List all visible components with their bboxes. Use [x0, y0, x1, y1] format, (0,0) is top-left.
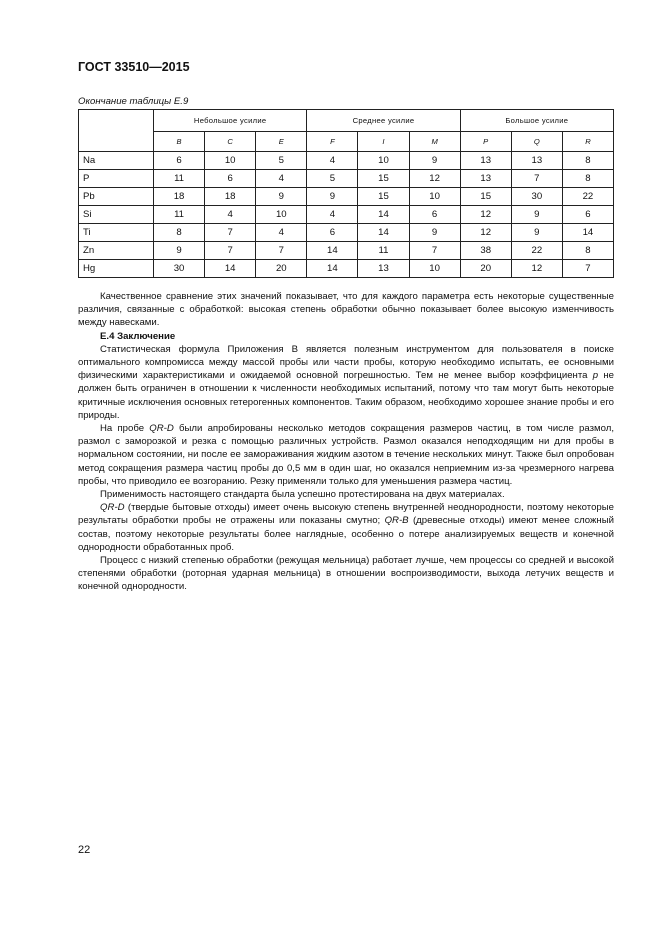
- value-cell: 15: [460, 188, 511, 206]
- element-cell: Na: [79, 152, 154, 170]
- value-cell: 5: [307, 170, 358, 188]
- value-cell: 15: [358, 170, 409, 188]
- value-cell: 7: [205, 224, 256, 242]
- value-cell: 18: [205, 188, 256, 206]
- group-header-low: Небольшое усилие: [154, 110, 307, 132]
- value-cell: 5: [256, 152, 307, 170]
- group-header-row: [79, 110, 614, 132]
- value-cell: 4: [256, 224, 307, 242]
- table-row: [79, 224, 614, 242]
- value-cell: 9: [511, 224, 562, 242]
- value-cell: 13: [358, 260, 409, 278]
- column-header: B: [154, 132, 205, 152]
- sample-qrd-ref: QR-D: [149, 423, 174, 435]
- value-cell: 9: [256, 188, 307, 206]
- value-cell: 6: [154, 152, 205, 170]
- paragraph-conclusion: Процесс с низкий степенью обработки (режущая мельница) работает лучше, чем процессы со средней и высокой степенями обработки (роторная ударная мельница) в отношении воспроизводимости, выхода летучих веществ и конечной однородности.: [78, 555, 614, 593]
- value-cell: 4: [307, 152, 358, 170]
- body-text: [78, 290, 614, 594]
- value-cell: 7: [205, 242, 256, 260]
- table-row: [79, 188, 614, 206]
- value-cell: 4: [307, 206, 358, 224]
- value-cell: 7: [256, 242, 307, 260]
- paragraph-formula-part1: Статистическая формула Приложения В является полезным инструментом для пользователя в поиске оптимального компромисса между массой пробы или части пробы, которую необходимо испытать, ее основными физическими характеристиками и ожидаемой основной погрешностью. Тем не менее выбор коэффициента: [78, 343, 614, 382]
- value-cell: 6: [205, 170, 256, 188]
- value-cell: 13: [460, 152, 511, 170]
- coefficient-variable: p: [592, 370, 599, 382]
- corner-cell: [79, 110, 154, 152]
- paragraph-applicability: Применимость настоящего стандарта была успешно протестирована на двух материалах.: [100, 489, 505, 501]
- paragraph-comparison: Качественное сравнение этих значений показывает, что для каждого параметра есть некоторые существенные различия, связанные с обработкой: высокая степень обработки обычно показывает более высокую изменчивость между навесками.: [78, 291, 614, 329]
- sample-qrd-ref-2: QR-D: [100, 502, 125, 514]
- value-cell: 14: [358, 206, 409, 224]
- value-cell: 10: [409, 188, 460, 206]
- value-cell: 8: [562, 170, 613, 188]
- value-cell: 7: [409, 242, 460, 260]
- column-header: R: [562, 132, 613, 152]
- data-table: [78, 109, 614, 278]
- section-title: Е.4 Заключение: [100, 330, 176, 342]
- paragraph-materials-part1: (твердые бытовые отходы) имеет очень высокую степень внутренней неоднородности, поэтому некоторые результаты обработки пробы не отражены или показаны смутно;: [78, 502, 614, 527]
- table-row: [79, 242, 614, 260]
- paragraph-methods: [78, 422, 614, 488]
- column-header: Q: [511, 132, 562, 152]
- page-number: 22: [78, 844, 91, 856]
- group-header-high: Большое усилие: [460, 110, 613, 132]
- value-cell: 20: [460, 260, 511, 278]
- value-cell: 8: [154, 224, 205, 242]
- value-cell: 22: [511, 242, 562, 260]
- value-cell: 10: [409, 260, 460, 278]
- column-header: M: [409, 132, 460, 152]
- column-header: E: [256, 132, 307, 152]
- subheader-row: [79, 132, 614, 152]
- standard-header: ГОСТ 33510—2015: [78, 60, 190, 74]
- value-cell: 9: [511, 206, 562, 224]
- element-cell: Pb: [79, 188, 154, 206]
- value-cell: 12: [460, 206, 511, 224]
- value-cell: 6: [307, 224, 358, 242]
- table-row: [79, 260, 614, 278]
- value-cell: 10: [256, 206, 307, 224]
- value-cell: 10: [358, 152, 409, 170]
- paragraph-methods-part1: На пробе: [100, 423, 150, 435]
- column-header: C: [205, 132, 256, 152]
- column-header: I: [358, 132, 409, 152]
- value-cell: 4: [205, 206, 256, 224]
- value-cell: 14: [307, 260, 358, 278]
- table-row: [79, 206, 614, 224]
- value-cell: 22: [562, 188, 613, 206]
- value-cell: 11: [154, 170, 205, 188]
- value-cell: 9: [409, 152, 460, 170]
- element-cell: Hg: [79, 260, 154, 278]
- value-cell: 8: [562, 152, 613, 170]
- value-cell: 38: [460, 242, 511, 260]
- value-cell: 11: [358, 242, 409, 260]
- element-cell: Zn: [79, 242, 154, 260]
- value-cell: 14: [205, 260, 256, 278]
- table-body: [79, 152, 614, 278]
- element-cell: P: [79, 170, 154, 188]
- value-cell: 14: [358, 224, 409, 242]
- value-cell: 12: [511, 260, 562, 278]
- value-cell: 18: [154, 188, 205, 206]
- value-cell: 6: [562, 206, 613, 224]
- value-cell: 9: [409, 224, 460, 242]
- value-cell: 7: [511, 170, 562, 188]
- value-cell: 20: [256, 260, 307, 278]
- value-cell: 6: [409, 206, 460, 224]
- paragraph-formula: [78, 343, 614, 422]
- value-cell: 13: [460, 170, 511, 188]
- value-cell: 30: [154, 260, 205, 278]
- value-cell: 13: [511, 152, 562, 170]
- table-row: [79, 152, 614, 170]
- paragraph-materials-part2: (древесные отходы) имеют менее сложный состав, поэтому некоторые результаты более наглядные, особенно о потере анализируемых веществ и конечной однородности обработанных проб.: [78, 515, 614, 553]
- value-cell: 14: [307, 242, 358, 260]
- paragraph-methods-part2: были апробированы несколько методов сокращения размеров частиц, в том числе размол, размол с заморозкой и резка с помощью различных устройств. Размол оказался неподходящим ни для пробы в нормальном состоянии, ни после ее замораживания жидким азотом в течение нескольких минут. Также был опробован метод сокращения размера частиц пробы до 0,5 мм в один шаг, но оказался неприемним из-за чрезмерного нагрева пробы, что приводило ее возгоранию. Резку применяли только для уменьшения размера частиц.: [78, 423, 614, 487]
- group-header-medium: Среднее усилие: [307, 110, 460, 132]
- element-cell: Si: [79, 206, 154, 224]
- value-cell: 8: [562, 242, 613, 260]
- paragraph-materials: [78, 501, 614, 554]
- value-cell: 30: [511, 188, 562, 206]
- value-cell: 15: [358, 188, 409, 206]
- element-cell: Ti: [79, 224, 154, 242]
- column-header: P: [460, 132, 511, 152]
- value-cell: 4: [256, 170, 307, 188]
- column-header: F: [307, 132, 358, 152]
- table-row: [79, 170, 614, 188]
- value-cell: 10: [205, 152, 256, 170]
- value-cell: 9: [307, 188, 358, 206]
- paragraph-formula-part2: не должен быть ограничен в отношении к численности необходимых испытаний, потому что там могут быть некоторые критичные исключения основных гетерогенных компонентов. Таким образом, необходимо хорошее знание пробы и его природы.: [78, 370, 614, 421]
- table-caption: Окончание таблицы Е.9: [78, 96, 189, 107]
- value-cell: 12: [409, 170, 460, 188]
- value-cell: 14: [562, 224, 613, 242]
- value-cell: 11: [154, 206, 205, 224]
- value-cell: 7: [562, 260, 613, 278]
- value-cell: 12: [460, 224, 511, 242]
- sample-qrb-ref: QR-B: [384, 515, 409, 527]
- value-cell: 9: [154, 242, 205, 260]
